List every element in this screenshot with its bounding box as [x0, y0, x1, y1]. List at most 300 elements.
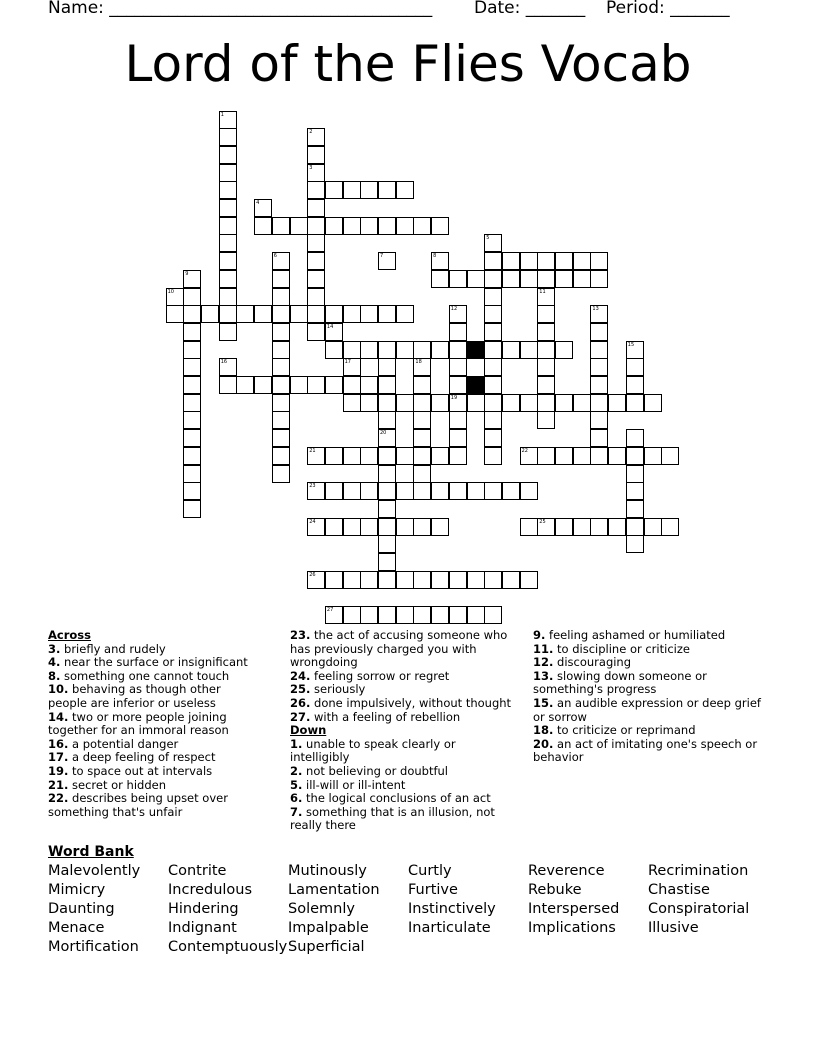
grid-cell[interactable]	[484, 429, 502, 447]
grid-cell[interactable]	[343, 447, 361, 465]
grid-cell[interactable]	[219, 323, 237, 341]
clue	[533, 697, 763, 724]
grid-cell[interactable]	[343, 571, 361, 589]
clue-number-label: 13.	[533, 668, 554, 683]
grid-cell[interactable]	[378, 482, 396, 500]
grid-cell[interactable]	[325, 181, 343, 199]
grid-cell[interactable]	[219, 270, 237, 288]
grid-cell[interactable]	[307, 571, 325, 589]
grid-cell[interactable]	[413, 217, 431, 235]
grid-cell[interactable]	[183, 270, 201, 288]
grid-cell[interactable]	[467, 571, 485, 589]
grid-cell[interactable]	[360, 447, 378, 465]
grid-cell[interactable]	[272, 217, 290, 235]
grid-cell[interactable]	[644, 518, 662, 536]
grid-cell[interactable]	[307, 305, 325, 323]
grid-cell[interactable]	[590, 341, 608, 359]
grid-cell[interactable]	[431, 606, 449, 624]
grid-cell[interactable]	[431, 252, 449, 270]
clue-number-label: 27.	[290, 709, 311, 724]
grid-cell[interactable]	[520, 270, 538, 288]
grid-cell[interactable]	[272, 305, 290, 323]
grid-cell[interactable]	[590, 323, 608, 341]
grid-cell[interactable]	[254, 305, 272, 323]
grid-cell[interactable]	[166, 305, 184, 323]
clue	[533, 738, 763, 765]
grid-cell[interactable]	[520, 252, 538, 270]
grid-cell[interactable]	[537, 447, 555, 465]
grid-cell[interactable]	[219, 376, 237, 394]
grid-cell[interactable]	[183, 429, 201, 447]
grid-cell[interactable]	[449, 270, 467, 288]
grid-cell[interactable]	[431, 447, 449, 465]
grid-cell[interactable]	[378, 252, 396, 270]
grid-cell[interactable]	[254, 376, 272, 394]
grid-cell[interactable]	[325, 323, 343, 341]
grid-cell[interactable]	[325, 305, 343, 323]
grid-cell[interactable]	[449, 411, 467, 429]
grid-cell[interactable]	[431, 394, 449, 412]
grid-cell[interactable]	[360, 518, 378, 536]
grid-cell[interactable]	[307, 482, 325, 500]
grid-cell[interactable]	[537, 394, 555, 412]
grid-cell[interactable]	[378, 447, 396, 465]
grid-cell[interactable]	[608, 394, 626, 412]
grid-cell[interactable]	[590, 305, 608, 323]
grid-cell[interactable]	[484, 571, 502, 589]
grid-cell[interactable]	[626, 341, 644, 359]
grid-cell[interactable]	[272, 394, 290, 412]
grid-cell[interactable]	[219, 217, 237, 235]
grid-cell[interactable]	[537, 411, 555, 429]
grid-cell[interactable]	[396, 447, 414, 465]
grid-cell[interactable]	[219, 305, 237, 323]
clue-number-label: 14.	[48, 709, 69, 724]
grid-cell[interactable]	[467, 482, 485, 500]
word-bank-item: Menace	[48, 920, 105, 936]
grid-cell[interactable]	[343, 606, 361, 624]
grid-cell[interactable]	[307, 447, 325, 465]
grid-cell[interactable]	[378, 358, 396, 376]
grid-cell[interactable]	[272, 252, 290, 270]
grid-cell[interactable]	[555, 518, 573, 536]
grid-cell[interactable]	[325, 571, 343, 589]
grid-cell[interactable]	[219, 234, 237, 252]
grid-cell[interactable]	[449, 341, 467, 359]
grid-cell[interactable]	[537, 341, 555, 359]
grid-cell[interactable]	[307, 270, 325, 288]
word-bank-item: Contemptuously	[168, 939, 288, 955]
grid-cell[interactable]	[520, 518, 538, 536]
grid-cell[interactable]	[396, 606, 414, 624]
grid-cell[interactable]	[626, 358, 644, 376]
grid-cell[interactable]	[307, 323, 325, 341]
date-field[interactable]: Date: _______	[474, 0, 586, 18]
grid-cell[interactable]	[449, 394, 467, 412]
grid-cell[interactable]	[431, 217, 449, 235]
grid-cell[interactable]	[449, 571, 467, 589]
grid-cell[interactable]	[413, 394, 431, 412]
grid-cell[interactable]	[290, 305, 308, 323]
grid-cell[interactable]	[573, 270, 591, 288]
grid-cell[interactable]	[360, 217, 378, 235]
grid-cell[interactable]	[183, 500, 201, 518]
grid-cell[interactable]	[396, 181, 414, 199]
grid-cell[interactable]	[378, 571, 396, 589]
grid-cell[interactable]	[290, 217, 308, 235]
period-field[interactable]: Period: _______	[606, 0, 730, 18]
grid-cell[interactable]	[378, 411, 396, 429]
grid-cell[interactable]	[413, 341, 431, 359]
clue	[533, 643, 763, 657]
grid-cell[interactable]	[537, 288, 555, 306]
grid-cell[interactable]	[484, 323, 502, 341]
grid-cell[interactable]	[449, 429, 467, 447]
grid-cell[interactable]	[661, 518, 679, 536]
grid-cell[interactable]	[343, 217, 361, 235]
grid-cell[interactable]	[219, 288, 237, 306]
word-bank-item: Mimicry	[48, 882, 106, 898]
grid-cell[interactable]	[378, 217, 396, 235]
grid-cell[interactable]	[290, 376, 308, 394]
grid-cell[interactable]	[537, 376, 555, 394]
grid-cell[interactable]	[378, 500, 396, 518]
clue-number: 9	[185, 270, 189, 277]
grid-cell[interactable]	[502, 394, 520, 412]
grid-cell[interactable]	[166, 288, 184, 306]
grid-cell[interactable]	[307, 376, 325, 394]
grid-cell[interactable]	[413, 376, 431, 394]
grid-cell[interactable]	[590, 411, 608, 429]
grid-cell[interactable]	[537, 252, 555, 270]
grid-cell[interactable]	[219, 146, 237, 164]
grid-cell[interactable]	[467, 606, 485, 624]
grid-cell[interactable]	[272, 447, 290, 465]
grid-cell[interactable]	[325, 341, 343, 359]
grid-cell[interactable]	[343, 358, 361, 376]
grid-cell[interactable]	[413, 411, 431, 429]
grid-cell[interactable]	[219, 128, 237, 146]
grid-cell[interactable]	[378, 341, 396, 359]
grid-cell[interactable]	[431, 270, 449, 288]
grid-cell[interactable]	[236, 305, 254, 323]
grid-cell[interactable]	[272, 465, 290, 483]
clue-text: with a feeling of rebellion	[310, 709, 461, 724]
word-bank-item: Daunting	[48, 901, 115, 917]
clue	[533, 629, 763, 643]
grid-cell[interactable]	[626, 376, 644, 394]
grid-cell[interactable]	[360, 482, 378, 500]
clue-number: 12	[450, 306, 458, 313]
grid-cell[interactable]	[343, 181, 361, 199]
word-bank-item: Lamentation	[288, 882, 380, 898]
grid-cell[interactable]	[183, 323, 201, 341]
grid-cell[interactable]	[484, 234, 502, 252]
grid-cell[interactable]	[626, 482, 644, 500]
grid-cell[interactable]	[644, 394, 662, 412]
grid-cell[interactable]	[626, 394, 644, 412]
grid-cell[interactable]	[484, 394, 502, 412]
grid-cell[interactable]	[537, 323, 555, 341]
grid-cell[interactable]	[449, 323, 467, 341]
grid-cell[interactable]	[272, 341, 290, 359]
clue	[48, 792, 263, 819]
grid-cell[interactable]	[555, 394, 573, 412]
grid-cell[interactable]	[590, 394, 608, 412]
clue-number: 11	[539, 288, 546, 295]
grid-cell[interactable]	[219, 252, 237, 270]
word-bank-title: Word Bank	[48, 844, 134, 860]
grid-cell[interactable]	[413, 482, 431, 500]
grid-cell[interactable]	[325, 606, 343, 624]
grid-cell[interactable]	[413, 606, 431, 624]
grid-cell[interactable]	[537, 270, 555, 288]
grid-cell[interactable]	[307, 199, 325, 217]
grid-cell[interactable]	[590, 358, 608, 376]
grid-cell[interactable]	[396, 341, 414, 359]
grid-cell[interactable]	[484, 288, 502, 306]
grid-cell[interactable]	[378, 535, 396, 553]
grid-cell[interactable]	[219, 358, 237, 376]
grid-cell[interactable]	[183, 288, 201, 306]
grid-cell[interactable]	[343, 518, 361, 536]
grid-cell[interactable]	[467, 270, 485, 288]
grid-cell[interactable]	[537, 358, 555, 376]
grid-cell[interactable]	[590, 518, 608, 536]
grid-cell[interactable]	[378, 465, 396, 483]
grid-cell[interactable]	[378, 394, 396, 412]
grid-cell[interactable]	[502, 482, 520, 500]
grid-cell[interactable]	[626, 429, 644, 447]
grid-cell[interactable]	[219, 181, 237, 199]
grid-cell[interactable]	[449, 606, 467, 624]
grid-cell[interactable]	[343, 394, 361, 412]
grid-cell[interactable]	[360, 571, 378, 589]
grid-cell[interactable]	[183, 465, 201, 483]
clue-number-label: 25.	[290, 682, 311, 697]
grid-cell[interactable]	[183, 447, 201, 465]
grid-cell[interactable]	[254, 199, 272, 217]
grid-cell[interactable]	[360, 305, 378, 323]
grid-cell[interactable]	[307, 234, 325, 252]
grid-cell[interactable]	[343, 305, 361, 323]
grid-cell[interactable]	[219, 199, 237, 217]
grid-cell[interactable]	[467, 394, 485, 412]
grid-cell[interactable]	[396, 482, 414, 500]
grid-cell[interactable]	[520, 341, 538, 359]
grid-cell[interactable]	[378, 376, 396, 394]
grid-cell[interactable]	[449, 482, 467, 500]
grid-cell[interactable]	[590, 270, 608, 288]
grid-cell[interactable]	[272, 288, 290, 306]
grid-cell[interactable]	[325, 376, 343, 394]
grid-cell[interactable]	[661, 447, 679, 465]
clue	[290, 792, 515, 806]
grid-cell[interactable]	[484, 482, 502, 500]
grid-cell[interactable]	[590, 376, 608, 394]
clue	[48, 656, 263, 670]
grid-cell[interactable]	[520, 571, 538, 589]
clue-number: 3	[309, 164, 313, 171]
grid-cell[interactable]	[590, 252, 608, 270]
grid-cell[interactable]	[608, 518, 626, 536]
grid-cell[interactable]	[307, 164, 325, 182]
grid-cell[interactable]	[413, 518, 431, 536]
grid-cell[interactable]	[378, 181, 396, 199]
grid-cell[interactable]	[360, 341, 378, 359]
grid-cell[interactable]	[307, 128, 325, 146]
grid-cell[interactable]	[449, 305, 467, 323]
clue-number: 8	[433, 253, 437, 260]
grid-cell[interactable]	[502, 571, 520, 589]
grid-cell[interactable]	[396, 571, 414, 589]
clue-text: the act of accusing someone who has previously charged you with wrongdoing	[290, 628, 508, 670]
grid-cell[interactable]	[590, 447, 608, 465]
grid-cell[interactable]	[396, 518, 414, 536]
grid-cell[interactable]	[183, 411, 201, 429]
name-field[interactable]: Name: ______________________________________	[48, 0, 433, 18]
grid-cell[interactable]	[502, 252, 520, 270]
clue-number: 17	[344, 359, 351, 366]
clue-number-label: 15.	[533, 695, 554, 710]
grid-cell[interactable]	[555, 252, 573, 270]
grid-cell[interactable]	[183, 341, 201, 359]
grid-cell[interactable]	[343, 341, 361, 359]
grid-cell[interactable]	[413, 358, 431, 376]
grid-cell[interactable]	[520, 447, 538, 465]
grid-cell[interactable]	[343, 482, 361, 500]
grid-cell[interactable]	[484, 252, 502, 270]
grid-cell[interactable]	[573, 394, 591, 412]
grid-cell[interactable]	[573, 252, 591, 270]
grid-cell[interactable]	[396, 217, 414, 235]
grid-cell[interactable]	[396, 305, 414, 323]
grid-cell[interactable]	[573, 518, 591, 536]
grid-cell[interactable]	[272, 376, 290, 394]
grid-cell[interactable]	[272, 323, 290, 341]
word-bank-item: Mutinously	[288, 863, 367, 879]
page-title: Lord of the Flies Vocab	[124, 35, 692, 93]
grid-cell[interactable]	[219, 111, 237, 129]
grid-cell[interactable]	[325, 217, 343, 235]
grid-cell[interactable]	[520, 482, 538, 500]
grid-cell[interactable]	[183, 358, 201, 376]
grid-cell[interactable]	[626, 465, 644, 483]
word-bank-item: Curtly	[408, 863, 452, 879]
grid-cell[interactable]	[626, 518, 644, 536]
grid-cell[interactable]	[484, 305, 502, 323]
grid-cell[interactable]	[272, 411, 290, 429]
grid-cell[interactable]	[272, 270, 290, 288]
grid-cell[interactable]	[555, 447, 573, 465]
grid-cell[interactable]	[183, 376, 201, 394]
grid-cell[interactable]	[484, 358, 502, 376]
grid-cell[interactable]	[378, 305, 396, 323]
clue-text: to space out at intervals	[68, 763, 213, 778]
grid-cell[interactable]	[484, 606, 502, 624]
grid-cell[interactable]	[520, 394, 538, 412]
grid-cell[interactable]	[431, 518, 449, 536]
grid-cell[interactable]	[325, 518, 343, 536]
grid-cell[interactable]	[219, 164, 237, 182]
grid-cell[interactable]	[502, 341, 520, 359]
grid-cell[interactable]	[378, 429, 396, 447]
grid-cell[interactable]	[413, 571, 431, 589]
grid-cell[interactable]	[537, 305, 555, 323]
grid-cell[interactable]	[307, 181, 325, 199]
grid-cell[interactable]	[449, 447, 467, 465]
grid-cell[interactable]	[272, 358, 290, 376]
clue	[48, 643, 263, 657]
grid-cell[interactable]	[272, 429, 290, 447]
grid-cell[interactable]	[307, 217, 325, 235]
grid-cell[interactable]	[449, 358, 467, 376]
grid-cell[interactable]	[590, 429, 608, 447]
grid-cell[interactable]	[484, 341, 502, 359]
clue-number: 4	[256, 200, 260, 206]
grid-cell[interactable]	[449, 376, 467, 394]
grid-cell[interactable]	[626, 447, 644, 465]
grid-cell[interactable]	[254, 217, 272, 235]
clues-across-column-1	[48, 629, 263, 819]
grid-cell[interactable]	[307, 146, 325, 164]
grid-cell[interactable]	[555, 341, 573, 359]
grid-cell[interactable]	[484, 447, 502, 465]
grid-cell[interactable]	[360, 181, 378, 199]
grid-cell[interactable]	[413, 447, 431, 465]
grid-cell[interactable]	[360, 606, 378, 624]
grid-cell[interactable]	[555, 270, 573, 288]
word-bank-item: Superficial	[288, 939, 365, 955]
grid-cell[interactable]	[608, 447, 626, 465]
grid-cell[interactable]	[307, 518, 325, 536]
grid-cell[interactable]	[325, 447, 343, 465]
grid-cell[interactable]	[307, 288, 325, 306]
grid-cell[interactable]	[626, 535, 644, 553]
grid-cell[interactable]	[360, 376, 378, 394]
grid-cell[interactable]	[236, 376, 254, 394]
grid-cell[interactable]	[413, 429, 431, 447]
grid-cell[interactable]	[644, 447, 662, 465]
grid-cell[interactable]	[484, 376, 502, 394]
grid-cell[interactable]	[378, 553, 396, 571]
grid-cell[interactable]	[343, 376, 361, 394]
grid-cell[interactable]	[431, 482, 449, 500]
clue-number: 10	[167, 288, 174, 295]
grid-cell[interactable]	[396, 394, 414, 412]
grid-cell[interactable]	[537, 518, 555, 536]
grid-cell[interactable]	[378, 606, 396, 624]
grid-cell[interactable]	[201, 305, 219, 323]
grid-cell[interactable]	[431, 571, 449, 589]
clue	[533, 670, 763, 697]
grid-cell[interactable]	[484, 270, 502, 288]
grid-cell[interactable]	[378, 518, 396, 536]
grid-cell[interactable]	[431, 341, 449, 359]
clue	[48, 670, 263, 684]
grid-cell[interactable]	[183, 394, 201, 412]
grid-cell[interactable]	[484, 411, 502, 429]
grid-cell[interactable]	[413, 465, 431, 483]
grid-cell[interactable]	[183, 482, 201, 500]
grid-cell[interactable]	[502, 270, 520, 288]
grid-cell[interactable]	[360, 394, 378, 412]
grid-cell[interactable]	[573, 447, 591, 465]
grid-cell[interactable]	[307, 252, 325, 270]
grid-cell[interactable]	[325, 482, 343, 500]
grid-cell[interactable]	[183, 305, 201, 323]
grid-cell[interactable]	[626, 500, 644, 518]
